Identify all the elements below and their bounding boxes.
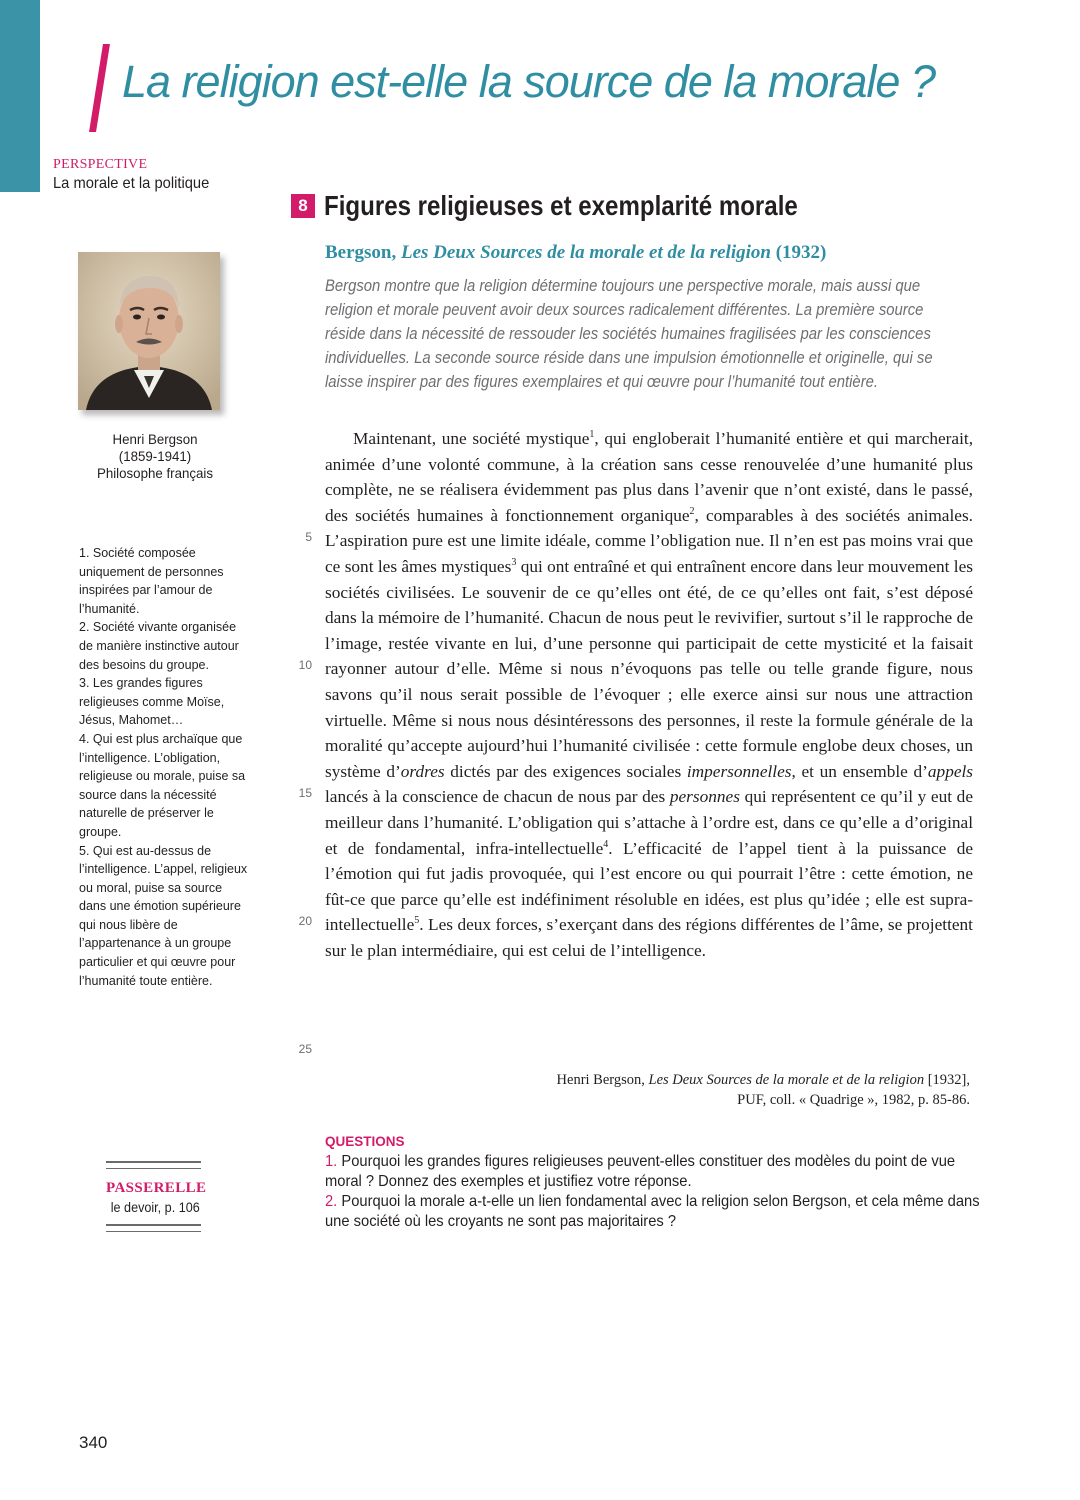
line-number: 5 — [305, 530, 312, 544]
question-text: Pourquoi les grandes figures religieuses peuvent-elles constituer des modèles du point de vue moral ? Donnez des exemples et justifiez votre réponse. — [325, 1153, 956, 1190]
footnotes — [79, 544, 249, 990]
line-number: 10 — [298, 658, 312, 672]
author-name: Henri Bergson — [112, 431, 198, 447]
question-item — [325, 1192, 987, 1232]
questions-heading: QUESTIONS — [325, 1134, 405, 1149]
main-text — [325, 426, 973, 963]
citation-line-2: PUF, coll. « Quadrige », 1982, p. 85-86. — [737, 1092, 970, 1108]
section-title: Figures religieuses et exemplarité morale — [324, 190, 798, 221]
questions-list — [325, 1152, 987, 1232]
main-text-paragraph: Maintenant, une société mystique$^1$, qui engloberait l’humanité entière et qui marcherait, animée d’une volonté commune, à la création sans cesse renouvelée d’une humanité plus complète, ne se réalisera évidemment pas plus dans l’avenir que n’ont existé, dans le passé, des sociétés humaines à fonctionnement organique$^2$, comparables à des sociétés animales. L’aspiration pure est une limite idéale, comme l’obligation nue. Il n’en est pas moins vrai que ce sont les âmes mystiques$^3$ qui ont entraîné et qui entraînent encore dans leur mouvement les sociétés civilisées. Le souvenir de ce qu’elles ont été, de ce qu’elles ont fait, s’est déposé dans la mémoire de l’humanité. Chacun de nous peut le revivifier, surtout s’il le rapproche de l’image, restée vivante en lui, d’une personne qui participait de cette mysticité et la faisait rayonner autour d’elle. Même si nous n’évoquons pas telle ou telle grande figure, nous savons qu’il nous serait possible de l’évoquer ; elle exerce ainsi sur nous une attraction virtuelle. Même si nous nous désintéressons des personnes, il reste la formule générale de la moralité qu’accepte aujourd’hui l’humanité civilisée : cette formule englobe deux choses, un système d’ordres dictés par des exigences sociales impersonnelles, et un ensemble d’appels lancés à la conscience de chacun de nous par des personnes qui représentent ce qu’il y eut de meilleur dans l’humanité. L’obligation qui s’attache à l’ordre est, dans ce qu’elle a d’original et de fondamental, infra-intellectuelle$^4$. L’efficacité de l’appel tient à la puissance de l’émotion qui fut jadis provoquée, qui l’est encore ou qui pourrait l’être : cette émotion, ne fût-ce que parce qu’elle est indéfiniment résoluble en idées, est plus qu’idée ; elle est supra-intellectuelle$^5$. Les deux forces, s’exerçant dans des régions différentes de l’âme, se projettent sur le plan intermédiaire, qui est celui de l’intelligence. — [325, 429, 974, 960]
question-number: 2. — [325, 1193, 338, 1210]
citation-line-1: Henri Bergson, Les Deux Sources de la morale et de la religion [1932], — [556, 1072, 970, 1088]
title-slash-mark — [89, 44, 110, 132]
footnote-ref-5[interactable]: 5 — [414, 915, 420, 927]
page-title: La religion est-elle la source de la morale ? — [122, 56, 935, 107]
footnote-ref-3[interactable]: 3 — [511, 557, 517, 569]
author-dates: (1859-1941) — [118, 448, 192, 464]
passerelle-label: PASSERELLE — [106, 1180, 207, 1196]
author-role: Philosophe français — [96, 465, 214, 481]
footnote-4: 4. Qui est plus archaïque que l’intelligence. L’obligation, religieuse ou morale, puise sa source dans la nécessité naturelle de préserver le groupe. — [79, 731, 246, 839]
line-number: 20 — [298, 914, 312, 928]
source-book-title: Les Deux Sources de la morale et de la religion — [401, 242, 771, 263]
perspective-subtitle: La morale et la politique — [53, 175, 210, 192]
footnote-5: 5. Qui est au-dessus de l’intelligence. L’appel, religieux ou moral, puise sa source dans une émotion supérieure qui nous libère de l’appartenance à un groupe particulier et qui œuvre pour l’humanité toute entière. — [79, 843, 248, 988]
question-item — [325, 1152, 987, 1192]
perspective-label: PERSPECTIVE — [53, 157, 148, 172]
footnote-ref-4[interactable]: 4 — [603, 838, 609, 850]
footnote-1: 1. Société composée uniquement de personnes inspirées par l’amour de l’humanité. — [79, 546, 224, 616]
footnote-2: 2. Société vivante organisée de manière instinctive autour des besoins du groupe. — [79, 620, 239, 672]
passerelle-box[interactable] — [106, 1161, 207, 1232]
question-number: 1. — [325, 1153, 338, 1170]
chapter-tab-bar — [0, 0, 40, 192]
passerelle-top-rule — [106, 1161, 201, 1169]
line-number: 25 — [298, 1042, 312, 1056]
intro-paragraph: Bergson montre que la religion détermine toujours une perspective morale, mais aussi que religion et morale peuvent avoir deux sources radicalement différentes. La première source réside dans la nécessité de ressouder les sociétés humaines fragilisées par les consciences individuelles. La seconde source réside dans une impulsion émotionnelle et originelle, qui se laisse inspirer par des figures exemplaires et qui œuvre pour l’humanité tout entière. — [325, 277, 933, 391]
section-heading — [291, 190, 875, 222]
source-year: (1932) — [775, 242, 827, 263]
text-citation — [420, 1070, 970, 1110]
source-reference — [325, 242, 826, 264]
line-number: 15 — [298, 786, 312, 800]
footnote-ref-2[interactable]: 2 — [689, 506, 695, 518]
page-number: 340 — [79, 1433, 108, 1452]
question-text: Pourquoi la morale a-t-elle un lien fondamental avec la religion selon Bergson, et cela même dans une société où les croyants ne sont pas majoritaires ? — [325, 1193, 980, 1230]
source-author: Bergson, — [325, 242, 397, 263]
footnote-3: 3. Les grandes figures religieuses comme Moïse, Jésus, Mahomet… — [79, 676, 225, 728]
footnote-ref-1[interactable]: 1 — [589, 429, 595, 441]
section-number-badge: 8 — [291, 194, 315, 218]
perspective-block — [53, 156, 223, 194]
passerelle-link[interactable]: le devoir, p. 106 — [110, 1199, 200, 1215]
bergson-portrait-photo — [78, 252, 220, 410]
questions-block — [325, 1134, 1045, 1232]
portrait-caption — [60, 431, 250, 482]
passerelle-bottom-rule — [106, 1224, 201, 1232]
